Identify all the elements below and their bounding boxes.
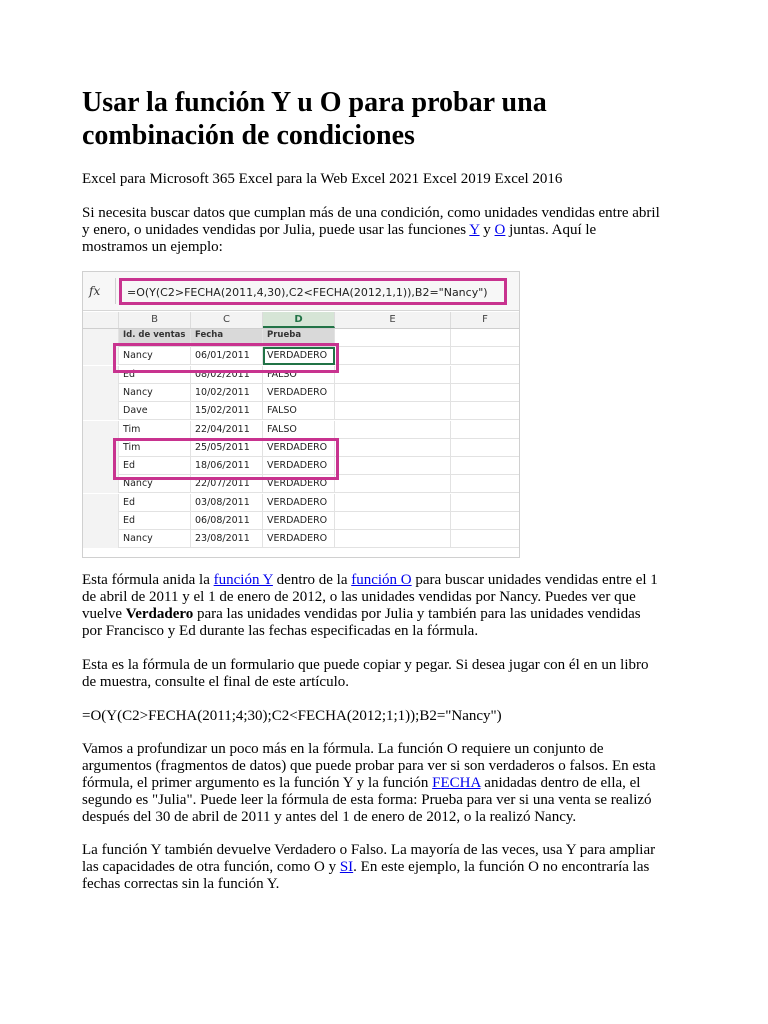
formula-highlight-box bbox=[119, 278, 507, 305]
nest-text-4: para las unidades vendidas por Julia y también para las unidades vendidas por Francisco y Ed durante las fechas especificadas en la fórmula. bbox=[82, 606, 641, 639]
link-funcion-y[interactable]: Y bbox=[469, 222, 480, 238]
explanation-paragraph bbox=[82, 741, 662, 826]
column-header-e: E bbox=[335, 312, 451, 328]
sheet-empty-cell[interactable] bbox=[335, 512, 451, 530]
sheet-empty-cell[interactable] bbox=[335, 494, 451, 512]
sheet-empty-cell[interactable] bbox=[451, 530, 519, 548]
sheet-cell[interactable]: VERDADERO bbox=[263, 439, 335, 457]
sheet-cell[interactable]: FALSO bbox=[263, 421, 335, 439]
sheet-cell[interactable]: Ed bbox=[119, 457, 191, 475]
formula-bar-text: =O(Y(C2>FECHA(2011,4,30),C2<FECHA(2012,1,1)),B2="Nancy") bbox=[127, 286, 488, 299]
column-header-c: C bbox=[191, 312, 263, 328]
sheet-cell[interactable]: Tim bbox=[119, 439, 191, 457]
sheet-cell[interactable]: VERDADERO bbox=[263, 530, 335, 548]
sheet-cell[interactable]: 03/08/2011 bbox=[191, 494, 263, 512]
row-number bbox=[83, 494, 119, 512]
sheet-cell[interactable]: 10/02/2011 bbox=[191, 384, 263, 402]
formula-description: Esta es la fórmula de un formulario que puede copiar y pegar. Si desea jugar con él en un libro de muestra, consulte el final de este artículo. bbox=[82, 657, 649, 690]
intro-text-2: y bbox=[479, 222, 495, 238]
formula-bar-divider bbox=[115, 278, 116, 304]
sheet-cell[interactable]: VERDADERO bbox=[263, 384, 335, 402]
nest-bold-verdadero: Verdadero bbox=[125, 606, 194, 622]
sheet-empty-cell[interactable] bbox=[451, 475, 519, 493]
sheet-row bbox=[83, 530, 519, 548]
sheet-cell[interactable]: FALSO bbox=[263, 366, 335, 384]
row-number bbox=[83, 512, 119, 530]
sheet-empty-cell[interactable] bbox=[451, 347, 519, 365]
row-number bbox=[83, 402, 119, 420]
intro-text-1: Si necesita buscar datos que cumplan más de una condición, como unidades vendidas entre abril y enero, o unidades vendidas por Julia, puede usar las funciones bbox=[82, 205, 660, 238]
sheet-empty-cell[interactable] bbox=[451, 439, 519, 457]
nest-text-1: Esta fórmula anida la bbox=[82, 572, 214, 588]
column-header-d: D bbox=[263, 312, 335, 328]
and-text-1: La función Y también devuelve Verdadero o Falso. La mayoría de las veces, usa Y para ampliar las capacidades de otra función, como O y bbox=[82, 842, 656, 875]
link-fecha[interactable]: FECHA bbox=[432, 775, 481, 791]
highlight-box-tim-ed bbox=[113, 438, 339, 480]
sheet-cell[interactable]: Ed bbox=[119, 512, 191, 530]
sheet-empty-cell[interactable] bbox=[335, 475, 451, 493]
sheet-cell[interactable]: Ed bbox=[119, 366, 191, 384]
sheet-row bbox=[83, 421, 519, 439]
sheet-row bbox=[83, 494, 519, 512]
column-header-f: F bbox=[482, 314, 488, 325]
sheet-cell[interactable]: Nancy bbox=[119, 475, 191, 493]
sheet-empty-cell[interactable] bbox=[451, 421, 519, 439]
sheet-cell[interactable]: 25/05/2011 bbox=[191, 439, 263, 457]
sheet-empty-cell[interactable] bbox=[335, 421, 451, 439]
sheet-header-cell[interactable]: Prueba bbox=[263, 329, 335, 347]
sheet-cell[interactable]: 23/08/2011 bbox=[191, 530, 263, 548]
applies-to-products: Excel para Microsoft 365 Excel para la Web Excel 2021 Excel 2019 Excel 2016 bbox=[82, 171, 563, 187]
sheet-cell[interactable]: 15/02/2011 bbox=[191, 402, 263, 420]
sheet-cell[interactable]: 06/01/2011 bbox=[191, 347, 263, 365]
sheet-cell[interactable]: Nancy bbox=[119, 384, 191, 402]
sheet-cell[interactable]: 22/07/2011 bbox=[191, 475, 263, 493]
sheet-empty-cell[interactable] bbox=[335, 530, 451, 548]
sheet-empty-cell[interactable] bbox=[451, 512, 519, 530]
sheet-cell[interactable]: Tim bbox=[119, 421, 191, 439]
sheet-empty-cell[interactable] bbox=[335, 347, 451, 365]
sheet-cell[interactable]: Dave bbox=[119, 402, 191, 420]
sheet-row bbox=[83, 402, 519, 420]
and-text-2: . En este ejemplo, la función O no encontraría las fechas correctas sin la función Y. bbox=[82, 859, 650, 892]
sheet-cell[interactable]: FALSO bbox=[263, 402, 335, 420]
nesting-paragraph bbox=[82, 572, 662, 640]
sheet-cell[interactable]: Nancy bbox=[119, 530, 191, 548]
sheet-empty-cell[interactable] bbox=[451, 366, 519, 384]
sheet-empty-cell[interactable] bbox=[335, 439, 451, 457]
spreadsheet-example-image bbox=[82, 271, 520, 558]
fx-icon: fx bbox=[89, 284, 101, 298]
link-funcion-o[interactable]: O bbox=[494, 222, 506, 238]
page-title: Usar la función Y u O para probar una combinación de condiciones bbox=[82, 87, 547, 151]
sheet-cell[interactable]: VERDADERO bbox=[263, 347, 335, 365]
corner-header bbox=[83, 312, 119, 328]
link-si[interactable]: SI bbox=[339, 859, 354, 875]
sheet-empty-cell[interactable] bbox=[335, 384, 451, 402]
sheet-empty-cell[interactable] bbox=[451, 402, 519, 420]
sheet-empty-cell[interactable] bbox=[451, 494, 519, 512]
sheet-empty-cell[interactable] bbox=[335, 457, 451, 475]
sheet-cell[interactable]: 08/02/2011 bbox=[191, 366, 263, 384]
sheet-cell[interactable]: VERDADERO bbox=[263, 475, 335, 493]
intro-text-3: juntas. Aquí le mostramos un ejemplo: bbox=[82, 222, 597, 255]
formula-copy-text: =O(Y(C2>FECHA(2011;4;30);C2<FECHA(2012;1;1));B2="Nancy") bbox=[82, 708, 502, 724]
and-function-paragraph bbox=[82, 842, 662, 893]
sheet-cell[interactable]: VERDADERO bbox=[263, 494, 335, 512]
sheet-header-cell[interactable]: Id. de ventas bbox=[119, 329, 191, 347]
sheet-cell[interactable]: 18/06/2011 bbox=[191, 457, 263, 475]
row-number bbox=[83, 384, 119, 402]
column-header-b: B bbox=[119, 312, 191, 328]
sheet-empty-cell[interactable] bbox=[335, 366, 451, 384]
sheet-cell[interactable]: 06/08/2011 bbox=[191, 512, 263, 530]
explain-text-2: anidadas dentro de ella, el segundo es "Julia". Puede leer la fórmula de esta forma: Prueba para ver si una venta se realizó después del 30 de abril de 2011 y antes del 1 de enero de 2012, o la realizó Nancy. bbox=[82, 775, 652, 825]
sheet-cell[interactable]: Ed bbox=[119, 494, 191, 512]
column-headers bbox=[83, 312, 519, 329]
nest-text-3: para buscar unidades vendidas entre el 1 de abril de 2011 y el 1 de enero de 2012, o las unidades vendidas por Nancy. Puedes ver que vuelve bbox=[82, 572, 658, 622]
sheet-empty-cell[interactable] bbox=[335, 329, 451, 347]
link-funcion-y-article[interactable]: función Y bbox=[213, 572, 273, 588]
sheet-cell[interactable]: VERDADERO bbox=[263, 457, 335, 475]
sheet-empty-cell[interactable] bbox=[451, 384, 519, 402]
nest-text-2: dentro de la bbox=[272, 572, 352, 588]
row-number bbox=[83, 530, 119, 548]
sheet-empty-cell[interactable] bbox=[335, 402, 451, 420]
link-funcion-o-article[interactable]: función O bbox=[351, 572, 412, 588]
sheet-row bbox=[83, 512, 519, 530]
sheet-empty-cell[interactable] bbox=[451, 329, 519, 347]
sheet-cell[interactable]: 22/04/2011 bbox=[191, 421, 263, 439]
sheet-row bbox=[83, 384, 519, 402]
intro-paragraph bbox=[82, 205, 662, 256]
sheet-cell[interactable]: Nancy bbox=[119, 347, 191, 365]
sheet-empty-cell[interactable] bbox=[451, 457, 519, 475]
highlight-box-nancy bbox=[113, 343, 339, 373]
explain-text-1: Vamos a profundizar un poco más en la fórmula. La función O requiere un conjunto de argumentos (fragmentos de datos) que puede probar para ver si son verdaderos o falsos. En esta fórmula, el primer argumento es la función Y y la función bbox=[82, 741, 656, 791]
row-number bbox=[83, 421, 119, 439]
sheet-header-cell[interactable]: Fecha bbox=[191, 329, 263, 347]
sheet-cell[interactable]: VERDADERO bbox=[263, 512, 335, 530]
